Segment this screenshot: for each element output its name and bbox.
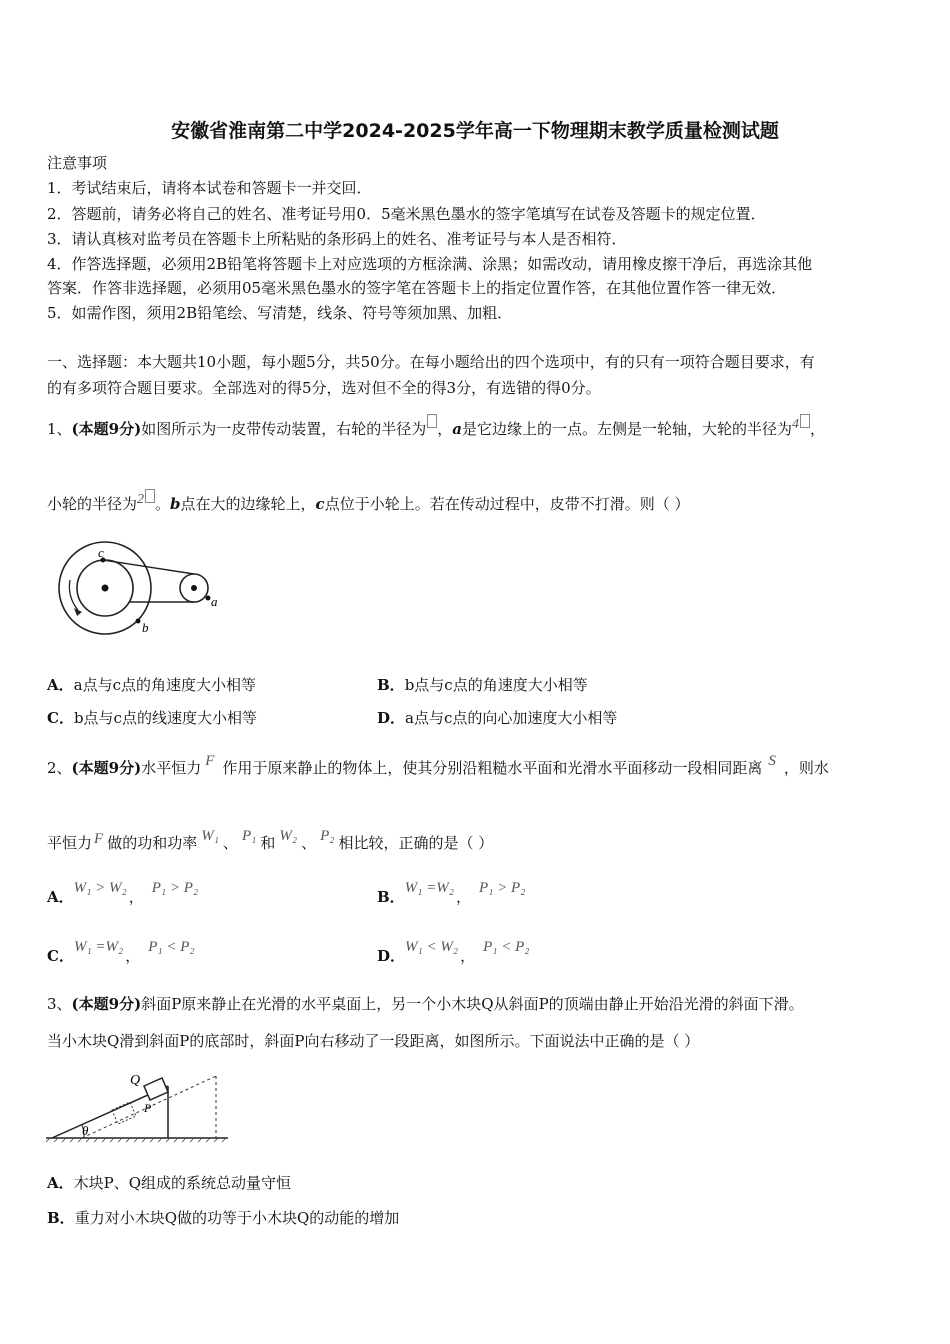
- q1-var-a: a: [452, 420, 462, 438]
- q2-option-b[interactable]: [377, 878, 525, 907]
- label-a: a: [211, 594, 218, 609]
- note-item: 5．如需作图，须用2B铅笔绘、写清楚，线条、符号等须加黑、加粗．: [47, 304, 513, 322]
- q2-option-a[interactable]: [47, 878, 198, 907]
- q2-text: 水平恒力: [141, 759, 202, 777]
- label-b: b: [142, 620, 149, 635]
- q1-option-d[interactable]: [377, 707, 617, 728]
- q3-number: 3、: [47, 995, 72, 1013]
- q2-text: 平恒力: [47, 834, 93, 852]
- option-formula: P₁ < P₂: [483, 939, 530, 955]
- q1-tag: (本题9分): [71, 420, 142, 438]
- q2-text: 、: [301, 834, 317, 852]
- option-letter: D．: [377, 709, 406, 727]
- q2-option-d[interactable]: [377, 937, 529, 966]
- option-letter: C．: [47, 709, 74, 727]
- incline-figure: [44, 1058, 234, 1144]
- option-separator: ，: [455, 888, 471, 906]
- option-text: 木块P、Q组成的系统总动量守恒: [73, 1174, 292, 1192]
- note-item: 2．答题前，请务必将自己的姓名、准考证号用0．5毫米黑色墨水的签字笔填写在试卷及答题卡的规定位置．: [47, 205, 766, 223]
- option-letter: B．: [377, 888, 405, 906]
- right-axle: [191, 585, 197, 591]
- q2-var-F: F: [205, 753, 215, 769]
- q1-option-c[interactable]: [47, 707, 257, 728]
- label-theta: θ: [82, 1123, 89, 1138]
- option-letter: B．: [47, 1209, 75, 1227]
- option-letter: B．: [377, 676, 405, 694]
- q1-text: ，: [809, 420, 825, 438]
- note-item: 答案．作答非选择题，必须用05毫米黑色墨水的签字笔在答题卡上的指定位置作答，在其他位置作答一律无效．: [47, 279, 787, 297]
- note-item: 3．请认真核对监考员在答题卡上所粘贴的条形码上的姓名、准考证号与本人是否相符．: [47, 230, 627, 248]
- option-formula: P₁ > P₂: [479, 880, 526, 896]
- q2-line1: [47, 753, 829, 778]
- option-formula: W₁ =W₂: [73, 939, 124, 955]
- q2-line2: [47, 828, 493, 853]
- q2-number: 2、: [47, 759, 72, 777]
- q1-var-b: b: [170, 495, 181, 513]
- q1-text: 如图所示为一皮带传动装置，右轮的半径为: [141, 420, 427, 438]
- formula-placeholder-icon: [145, 489, 155, 503]
- q1-option-a[interactable]: [47, 674, 256, 695]
- section-heading-line2: 的有多项符合题目要求。全部选对的得5分，选对但不全的得3分，有选错的得0分。: [47, 379, 601, 397]
- note-item: 4．作答选择题，必须用2B铅笔将答题卡上对应选项的方框涂满、涂黑；如需改动，请用橡皮擦干净后，再选涂其他: [47, 255, 813, 273]
- q2-text: 和: [260, 834, 276, 852]
- q3-tag: (本题9分): [71, 995, 142, 1013]
- q3-option-b[interactable]: [47, 1207, 399, 1228]
- formula-placeholder-icon: [800, 414, 810, 428]
- q2-var-S: S: [768, 753, 776, 769]
- q3-option-a[interactable]: [47, 1172, 291, 1193]
- option-letter: D．: [377, 947, 406, 965]
- option-letter: A．: [47, 1174, 74, 1192]
- option-text: a点与c点的向心加速度大小相等: [405, 709, 618, 727]
- note-item: 1．考试结束后，请将本试卷和答题卡一并交回．: [47, 179, 372, 197]
- option-separator: ，: [128, 888, 144, 906]
- option-formula: P₁ < P₂: [148, 939, 195, 955]
- option-letter: A．: [47, 888, 74, 906]
- option-text: b点与c点的角速度大小相等: [404, 676, 588, 694]
- q1-text: 是它边缘上的一点。左侧是一轮轴，大轮的半径为: [461, 420, 792, 438]
- q2-tag: (本题9分): [71, 759, 142, 777]
- option-text: 重力对小木块Q做的功等于小木块Q的动能的增加: [74, 1209, 400, 1227]
- left-axle: [102, 585, 109, 592]
- q2-option-c[interactable]: [47, 937, 195, 966]
- q3-line2: 当小木块Q滑到斜面P的底部时，斜面P向右移动了一段距离，如图所示。下面说法中正确的是（ ）: [47, 1032, 700, 1050]
- q1-text: 点位于小轮上。若在传动过程中，皮带不打滑。则（ ）: [324, 495, 690, 513]
- page-title: 安徽省淮南第二中学2024-2025学年高一下物理期末教学质量检测试题: [171, 120, 779, 142]
- q1-option-b[interactable]: [377, 674, 588, 695]
- q2-var-W2: W₂: [279, 828, 298, 844]
- q1-number: 1、: [47, 420, 72, 438]
- q2-var-P2: P₂: [320, 828, 335, 844]
- q2-text: 、: [222, 834, 238, 852]
- option-text: a点与c点的角速度大小相等: [73, 676, 256, 694]
- option-letter: A．: [47, 676, 74, 694]
- q3-line1: [47, 993, 804, 1014]
- q2-text: 做的功和功率: [107, 834, 198, 852]
- q2-text: ，则水: [783, 759, 829, 777]
- q1-var-c: c: [315, 495, 325, 513]
- option-text: b点与c点的线速度大小相等: [73, 709, 257, 727]
- q1-radius-4: 4: [791, 417, 799, 432]
- point-a: [206, 596, 211, 601]
- option-separator: ，: [460, 947, 476, 965]
- option-formula: W₁ =W₂: [404, 880, 454, 896]
- option-letter: C．: [47, 947, 74, 965]
- label-q: Q: [130, 1073, 141, 1088]
- q1-radius-2: 2: [137, 492, 145, 507]
- notes-heading: 注意事项: [47, 154, 108, 172]
- label-c: c: [98, 545, 104, 560]
- label-p: P: [144, 1101, 152, 1115]
- q3-text: 斜面P原来静止在光滑的水平桌面上，另一个小木块Q从斜面P的顶端由静止开始沿光滑的斜面下滑。: [141, 995, 804, 1013]
- belt-drive-figure: [50, 540, 230, 640]
- q2-text: 作用于原来静止的物体上，使其分别沿粗糙水平面和光滑水平面移动一段相同距离: [222, 759, 763, 777]
- q1-line1: [47, 414, 825, 439]
- q1-text: 小轮的半径为: [47, 495, 138, 513]
- block-q: [144, 1078, 168, 1100]
- q1-text: 点在大的边缘轮上，: [180, 495, 316, 513]
- option-formula: P₁ > P₂: [151, 880, 199, 896]
- option-formula: W₁ > W₂: [73, 880, 127, 896]
- q1-text: 。: [155, 495, 171, 513]
- q1-text: ，: [437, 420, 453, 438]
- option-formula: W₁ < W₂: [405, 939, 459, 955]
- q2-var-P1: P₁: [241, 828, 257, 844]
- q2-var-F: F: [94, 831, 104, 847]
- point-b: [136, 619, 141, 624]
- formula-placeholder-icon: [427, 414, 437, 428]
- q2-var-W1: W₁: [201, 828, 219, 844]
- q1-line2: [47, 489, 689, 514]
- section-heading-line1: 一、选择题：本大题共10小题，每小题5分，共50分。在每小题给出的四个选项中，有的只有一项符合题目要求，有: [47, 353, 815, 371]
- q2-text: 相比较，正确的是（ ）: [338, 834, 494, 852]
- option-separator: ，: [125, 947, 141, 965]
